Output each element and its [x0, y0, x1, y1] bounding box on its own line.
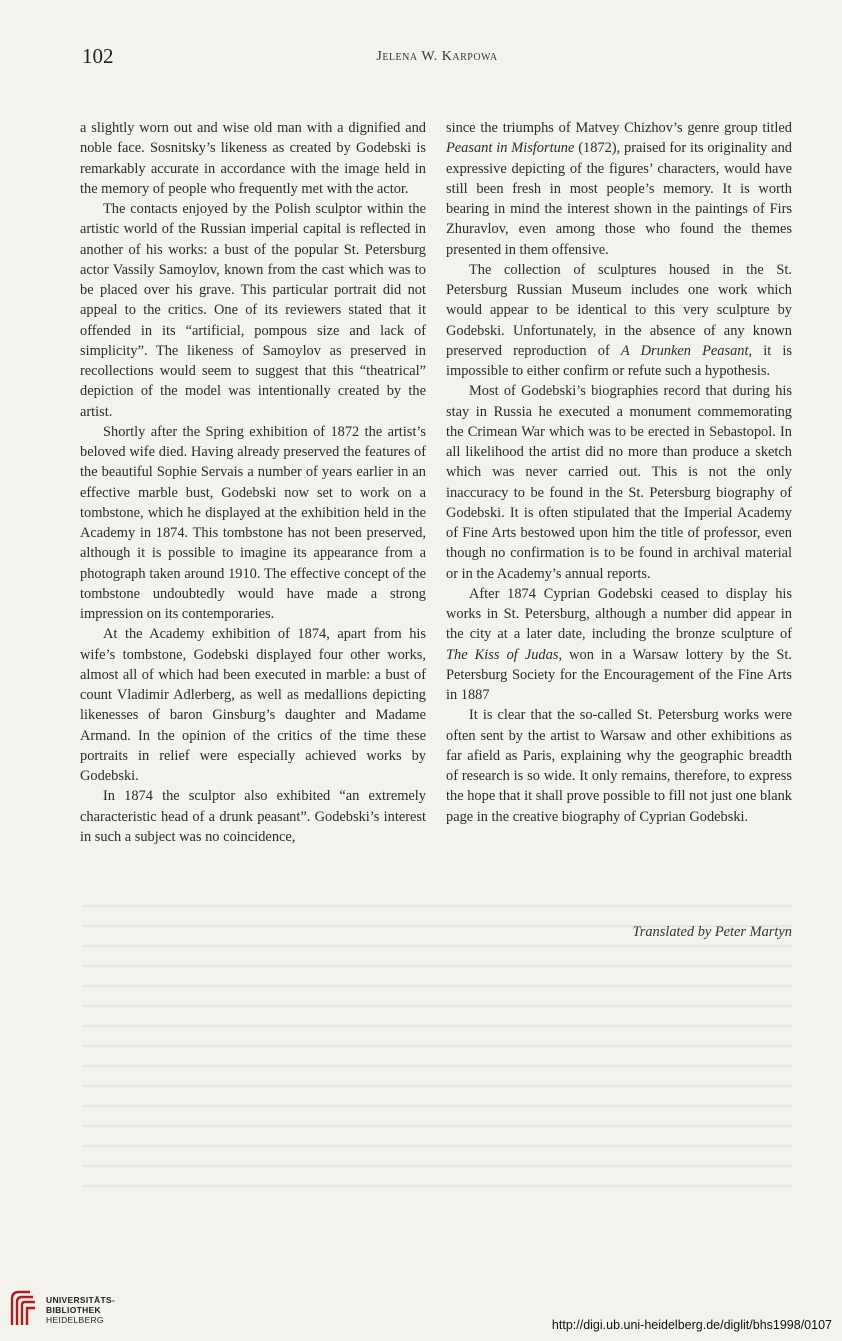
paragraph: It is clear that the so-called St. Petersburg works were often sent by the artist to Warsaw and other exhibitions as far afield as Paris, explaining why the geographic breadth of research is so wide. It only remains, therefore, to express the hope that it shall prove possible to fill not just one blank page in the creative biography of Cyprian Godebski. — [446, 707, 792, 825]
paragraph: At the Academy exhibition of 1874, apart from his wife’s tombstone, Godebski displayed four other works, almost all of which had been executed in marble: a bust of count Vladimir Adlerberg, as well as medallions depicting likenesses of baron Ginsburg’s daughter and Madame Armand. In the opinion of the critics of the time these portraits in relief were especially achieved works by Godebski. — [80, 626, 426, 784]
paragraph: a slightly worn out and wise old man with a dignified and noble face. Sosnitsky’s likeness as created by Godebski is remarkably accurate in accordance with the image held in the memory of people who frequently met with the actor. — [80, 120, 426, 197]
show-through-text — [82, 905, 792, 1195]
paragraph: Shortly after the Spring exhibition of 1872 the artist’s beloved wife died. Having already preserved the features of the beautiful Sophie Servais a number of years earlier in an effective marble bust, Godebski now set to work on a tombstone, which he displayed at the exhibition held in the Academy in 1874. This tombstone has not been preserved, although it is possible to imagine its appearance from a photograph taken around 1910. The effective concept of the tombstone undoubtedly would have made a strong impression on its contemporaries. — [80, 423, 426, 622]
artwork-title: Peasant in Misfortune — [446, 140, 575, 157]
library-logo-icon — [8, 1289, 38, 1327]
running-head: Jelena W. Karpowa — [376, 49, 498, 64]
paragraph: The contacts enjoyed by the Polish sculptor within the artistic world of the Russian imperial capital is reflected in another of his works: a bust of the popular St. Petersburg actor Vassily Samoylov, known from the cast which was to be placed over his grave. This particular portrait did not appeal to the critics. One of its reviewers stated that it offended in its “artificial, pompous size and lack of simplicity”. The likeness of Samoylov as preserved in recollections would seem to suggest that this “theatrical” depiction of the model was intentionally created by the artist. — [80, 201, 426, 420]
text-run: (1872), praised for its originality and expressive depicting of the figures’ characters, would have still been fresh in most people’s memory. It is worth bearing in mind the interest shown in the paintings of Firs Zhuravlov, even among those who found the themes presented in them offensive. — [446, 140, 792, 258]
text-run: After 1874 Cyprian Godebski ceased to display his works in St. Petersburg, although a number did appear in the city at a later date, including the bronze sculpture of — [446, 585, 792, 643]
text-run: , it is impossible to either confirm or refute such a hypothesis. — [446, 342, 792, 379]
page-number: 102 — [82, 44, 114, 68]
paragraph — [446, 118, 792, 260]
right-column — [446, 118, 792, 827]
artwork-title: A Drunken Peasant — [620, 342, 749, 359]
text-run: , won in a Warsaw lottery by the St. Petersburg Society for the Encouragement of the Fine Arts in 1887 — [446, 646, 792, 703]
paragraph: Most of Godebski’s biographies record that during his stay in Russia he executed a monument commemorating the Crimean War which was to be erected in Sebastopol. In all likelihood the artist did no more than produce a sketch which was never carried out. This is not the only inaccuracy to be found in the St. Petersburg biography of Godebski. It is often stipulated that the Imperial Academy of Fine Arts bestowed upon him the title of professor, even though no confirmation is to be found in archival material or in the Academy’s annual reports. — [446, 383, 792, 582]
text-run: since the triumphs of Matvey Chizhov’s genre group titled — [446, 120, 792, 136]
paragraph — [446, 584, 792, 706]
logo-line: UNIVERSITÄTS- — [46, 1295, 116, 1305]
left-column — [80, 118, 426, 847]
paragraph — [446, 260, 792, 382]
text-run: The collection of sculptures housed in the St. Petersburg Russian Museum includes one work which would appear to be identical to this very sculpture by Godebski. Unfortunately, in the absence of any known preserved reproduction of — [446, 261, 792, 359]
source-url[interactable]: http://digi.ub.uni-heidelberg.de/diglit/bhs1998/0107 — [551, 1318, 832, 1332]
translator-credit: Translated by Peter Martyn — [632, 924, 792, 940]
logo-line: BIBLIOTHEK — [46, 1305, 101, 1315]
page-header — [82, 44, 792, 74]
paragraph: In 1874 the sculptor also exhibited “an extremely characteristic head of a drunk peasant”. Godebski’s interest in such a subject was no coincidence, — [80, 788, 426, 845]
library-logo[interactable] — [8, 1289, 168, 1329]
logo-line: HEIDELBERG — [46, 1315, 104, 1325]
library-logo-text — [46, 1295, 115, 1325]
artwork-title: The Kiss of Judas — [446, 646, 559, 663]
